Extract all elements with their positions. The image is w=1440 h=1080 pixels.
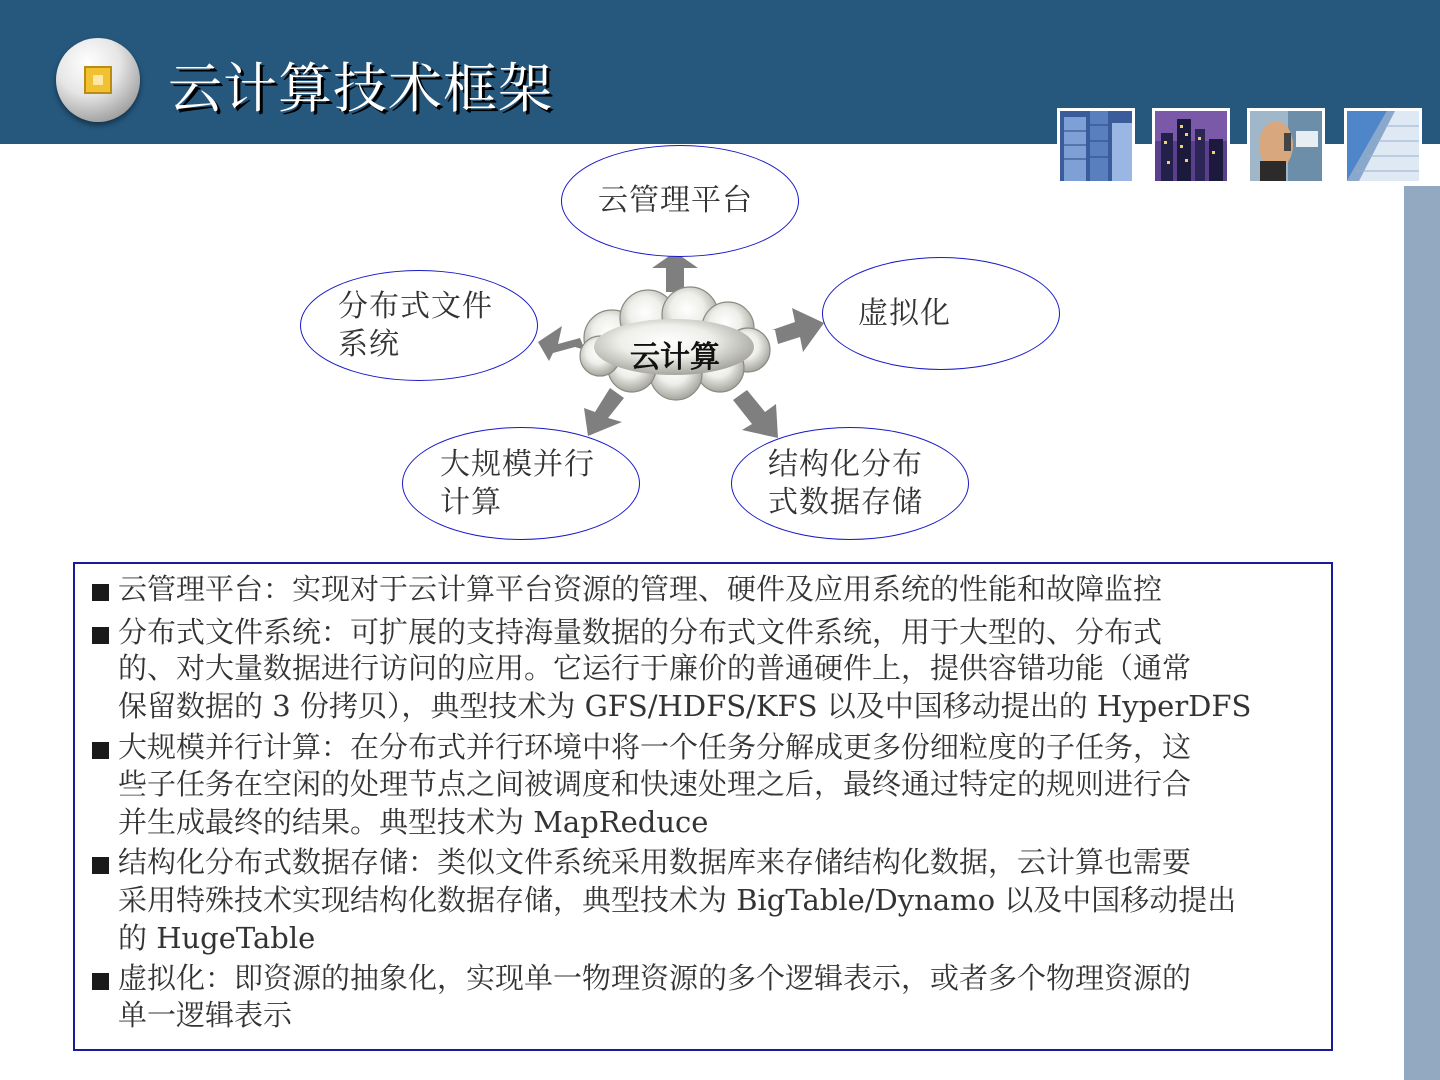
desc-dfs-line1: 分布式文件系统：可扩展的支持海量数据的分布式文件系统，用于大型的、分布式 bbox=[118, 615, 1163, 649]
arrow-up bbox=[652, 252, 698, 292]
bullet-square-icon bbox=[90, 960, 118, 996]
desc-dfs-line2: 的、对大量数据进行访问的应用。它运行于廉价的普通硬件上，提供容错功能（通常 bbox=[118, 651, 1192, 685]
node-dfs-label-line2: 系统 bbox=[338, 327, 400, 362]
node-virtualization-label: 虚拟化 bbox=[858, 296, 951, 331]
node-dfs-label-line1: 分布式文件 bbox=[338, 289, 493, 324]
desc-parallel-line2: 些子任务在空闲的处理节点之间被调度和快速处理之后，最终通过特定的规则进行合 bbox=[118, 767, 1192, 801]
bullet-square-icon bbox=[90, 844, 118, 880]
desc-virtualization-line2: 单一逻辑表示 bbox=[118, 998, 293, 1032]
arrow-down-right bbox=[733, 390, 778, 438]
node-structured-storage-label-line2: 式数据存储 bbox=[768, 485, 923, 520]
desc-storage-line2: 采用特殊技术实现结构化数据存储，典型技术为 BigTable/Dynamo 以及中国移动提出 bbox=[118, 883, 1237, 917]
bullet-square-icon bbox=[90, 729, 118, 765]
cloud-center-label: 云计算 bbox=[630, 340, 720, 375]
slide-title: 云计算技术框架 bbox=[168, 57, 553, 120]
node-structured-storage-label-line1: 结构化分布 bbox=[768, 447, 923, 482]
arrow-right bbox=[772, 308, 824, 352]
arrow-left bbox=[538, 326, 585, 361]
desc-cloud-management-line1: 云管理平台：实现对于云计算平台资源的管理、硬件及应用系统的性能和故障监控 bbox=[118, 572, 1163, 606]
desc-virtualization-line1: 虚拟化：即资源的抽象化，实现单一物理资源的多个逻辑表示，或者多个物理资源的 bbox=[118, 961, 1192, 995]
node-parallel-computing-label-line1: 大规模并行 bbox=[440, 447, 595, 482]
desc-parallel-line1: 大规模并行计算：在分布式并行环境中将一个任务分解成更多份细粒度的子任务，这 bbox=[118, 730, 1192, 764]
bullet-square-icon bbox=[90, 614, 118, 650]
node-cloud-management-label: 云管理平台 bbox=[598, 183, 753, 218]
desc-storage-line1: 结构化分布式数据存储：类似文件系统采用数据库来存储结构化数据，云计算也需要 bbox=[118, 845, 1192, 879]
bullet-square-icon bbox=[90, 571, 118, 607]
node-parallel-computing-label-line2: 计算 bbox=[440, 485, 502, 520]
desc-parallel-line3: 并生成最终的结果。典型技术为 MapReduce bbox=[118, 805, 709, 839]
desc-dfs-line3: 保留数据的 3 份拷贝），典型技术为 GFS/HDFS/KFS 以及中国移动提出的 HyperDFS bbox=[118, 689, 1252, 723]
arrow-down-left bbox=[584, 388, 624, 436]
desc-storage-line3: 的 HugeTable bbox=[118, 921, 316, 955]
